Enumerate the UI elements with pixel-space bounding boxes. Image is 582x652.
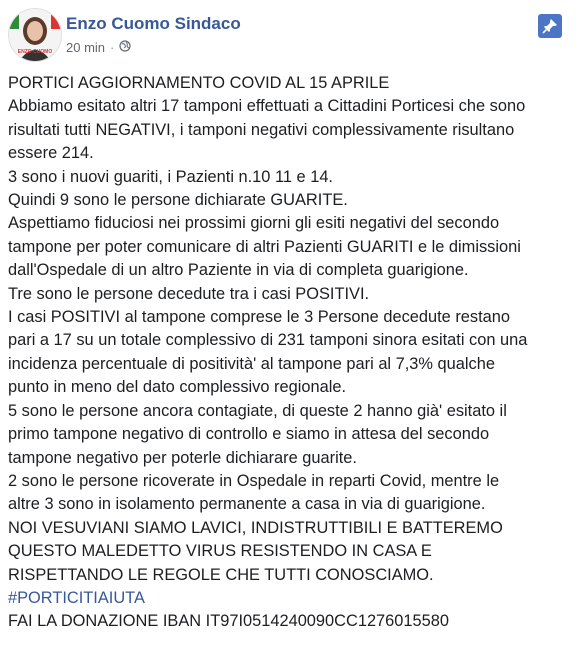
avatar-image xyxy=(9,9,61,61)
post-line: tampone per poter comunicare di altri Pazienti GUARITI e le dimissioni xyxy=(8,237,521,256)
post-line: Tre sono le persone decedute tra i casi POSITIVI. xyxy=(8,284,370,303)
hashtag-link[interactable]: #PORTICITIAIUTA xyxy=(8,588,145,607)
meta-separator: · xyxy=(110,40,115,55)
post-header xyxy=(8,8,574,64)
post-line: altre 3 sono in isolamento permanente a casa in via di guarigione. xyxy=(8,495,486,514)
post-line: QUESTO MALEDETTO VIRUS RESISTENDO IN CASA E xyxy=(8,542,432,561)
post-line: essere 214. xyxy=(8,144,94,163)
post-line: Aspettiamo fiduciosi nei prossimi giorni gli esiti negativi del secondo xyxy=(8,214,500,233)
post-line: Quindi 9 sono le persone dichiarate GUARITE. xyxy=(8,191,348,210)
post-time[interactable]: 20 min xyxy=(66,40,106,55)
donation-line: FAI LA DONAZIONE IBAN IT97I0514240090CC1276015580 xyxy=(8,612,449,631)
post-line: 2 sono le persone ricoverate in Ospedale in reparti Covid, mentre le xyxy=(8,471,500,490)
post-line: 3 sono i nuovi guariti, i Pazienti n.10 11 e 14. xyxy=(8,167,333,186)
globe-icon[interactable] xyxy=(119,40,131,55)
pin-icon[interactable] xyxy=(538,14,562,38)
svg-text:ENZO CUOMO: ENZO CUOMO xyxy=(17,49,53,55)
post-line: tampone negativo per poterle dichiarare guarite. xyxy=(8,448,357,467)
post-line: Abbiamo esitato altri 17 tamponi effettuati a Cittadini Porticesi che sono xyxy=(8,97,526,116)
post-line: 5 sono le persone ancora contagiate, di queste 2 hanno già' esitato il xyxy=(8,401,507,420)
post-line: PORTICI AGGIORNAMENTO COVID AL 15 APRILE xyxy=(8,74,390,92)
post-body xyxy=(8,72,576,634)
post-line: primo tampone negativo di controllo e siamo in attesa del secondo xyxy=(8,425,490,444)
post-line: risultati tutti NEGATIVI, i tamponi negativi complessivamente risultano xyxy=(8,120,515,139)
post-line: pari a 17 su un totale complessivo di 231 tamponi sinora esitati con una xyxy=(8,331,528,350)
post-line: dall'Ospedale di un altro Paziente in via di completa guarigione. xyxy=(8,261,469,280)
author-name[interactable]: Enzo Cuomo Sindaco xyxy=(66,14,241,33)
post-line: RISPETTANDO LE REGOLE CHE TUTTI CONOSCIAMO. xyxy=(8,565,434,584)
post-line: punto in meno del dato complessivo regionale. xyxy=(8,378,347,397)
post-line: I casi POSITIVI al tampone comprese le 3 Persone decedute restano xyxy=(8,308,511,327)
avatar[interactable] xyxy=(8,8,62,62)
post-meta xyxy=(66,40,131,55)
post-line: NOI VESUVIANI SIAMO LAVICI, INDISTRUTTIBILI E BATTEREMO xyxy=(8,518,503,537)
post-line: incidenza percentuale di positività' al tampone pari al 7,3% qualche xyxy=(8,354,495,373)
